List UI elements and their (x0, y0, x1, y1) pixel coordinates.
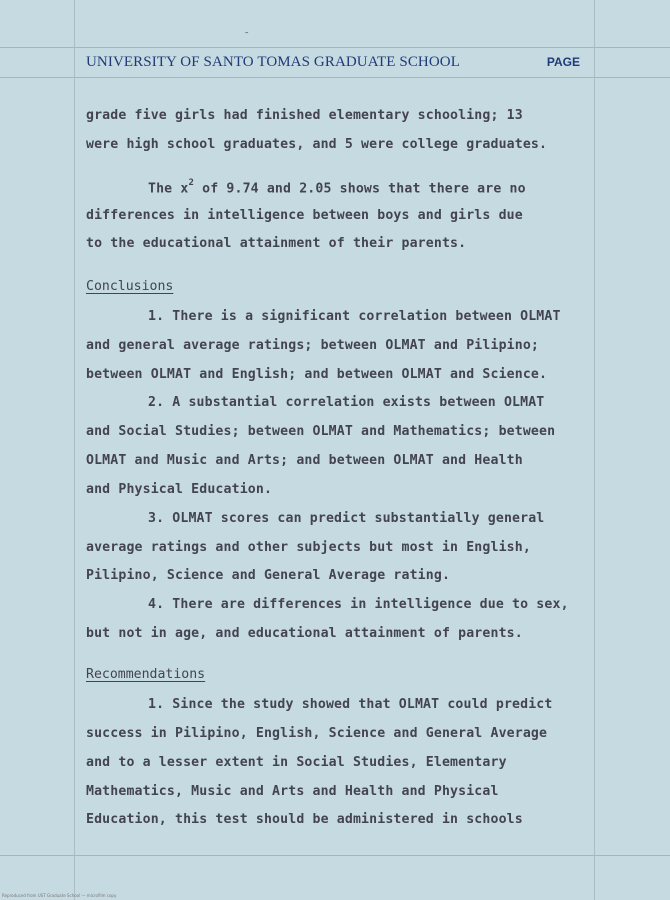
text-line: and general average ratings; between OLMAT and Pilipino; (86, 338, 540, 353)
recommendations-heading: Recommendations (86, 667, 206, 682)
text-line: Pilipino, Science and General Average rating. (86, 568, 451, 583)
lower-rule (0, 855, 670, 856)
text-line: success in Pilipino, English, Science and General Average (86, 726, 548, 741)
conclusions-heading: Conclusions (86, 279, 174, 294)
microfilm-footer: Reproduced from UST Graduate School — microfilm copy (2, 893, 117, 898)
text-line: average ratings and other subjects but most in English, (86, 540, 531, 555)
text-line: 2. A substantial correlation exists between OLMAT (148, 395, 545, 410)
superscript: 2 (188, 178, 195, 188)
text-line: to the educational attainment of their parents. (86, 236, 467, 251)
top-rule (0, 47, 670, 48)
text-line: and Physical Education. (86, 482, 273, 497)
page-label: PAGE (546, 55, 580, 69)
text-line: but not in age, and educational attainment of parents. (86, 626, 523, 641)
text-line: were high school graduates, and 5 were college graduates. (86, 137, 548, 152)
text-line: Education, this test should be administered in schools (86, 812, 523, 827)
text-line: The $x^2$ of 9.74 and 2.05 shows that there are no (148, 178, 526, 197)
text-line: differences in intelligence between boys and girls due (86, 208, 523, 223)
text-line: Mathematics, Music and Arts and Health and Physical (86, 784, 499, 799)
text-line: 1. There is a significant correlation between OLMAT (148, 309, 561, 324)
header-rule (0, 77, 670, 78)
text-line: between OLMAT and English; and between OLMAT and Science. (86, 367, 548, 382)
page-header (86, 51, 580, 73)
text-line: and to a lesser extent in Social Studies, Elementary (86, 755, 507, 770)
left-margin-rule (74, 0, 75, 900)
right-margin-rule (594, 0, 595, 900)
text-line: grade five girls had finished elementary schooling; 13 (86, 108, 523, 123)
text-line: OLMAT and Music and Arts; and between OLMAT and Health (86, 453, 523, 468)
text-line: 3. OLMAT scores can predict substantially general (148, 511, 545, 526)
institution-title: UNIVERSITY OF SANTO TOMAS GRADUATE SCHOOL (86, 53, 460, 70)
text-line: 1. Since the study showed that OLMAT could predict (148, 697, 553, 712)
ink-mark: ˜ (244, 32, 250, 42)
text-line: and Social Studies; between OLMAT and Mathematics; between (86, 424, 556, 439)
text-line: 4. There are differences in intelligence due to sex, (148, 597, 569, 612)
